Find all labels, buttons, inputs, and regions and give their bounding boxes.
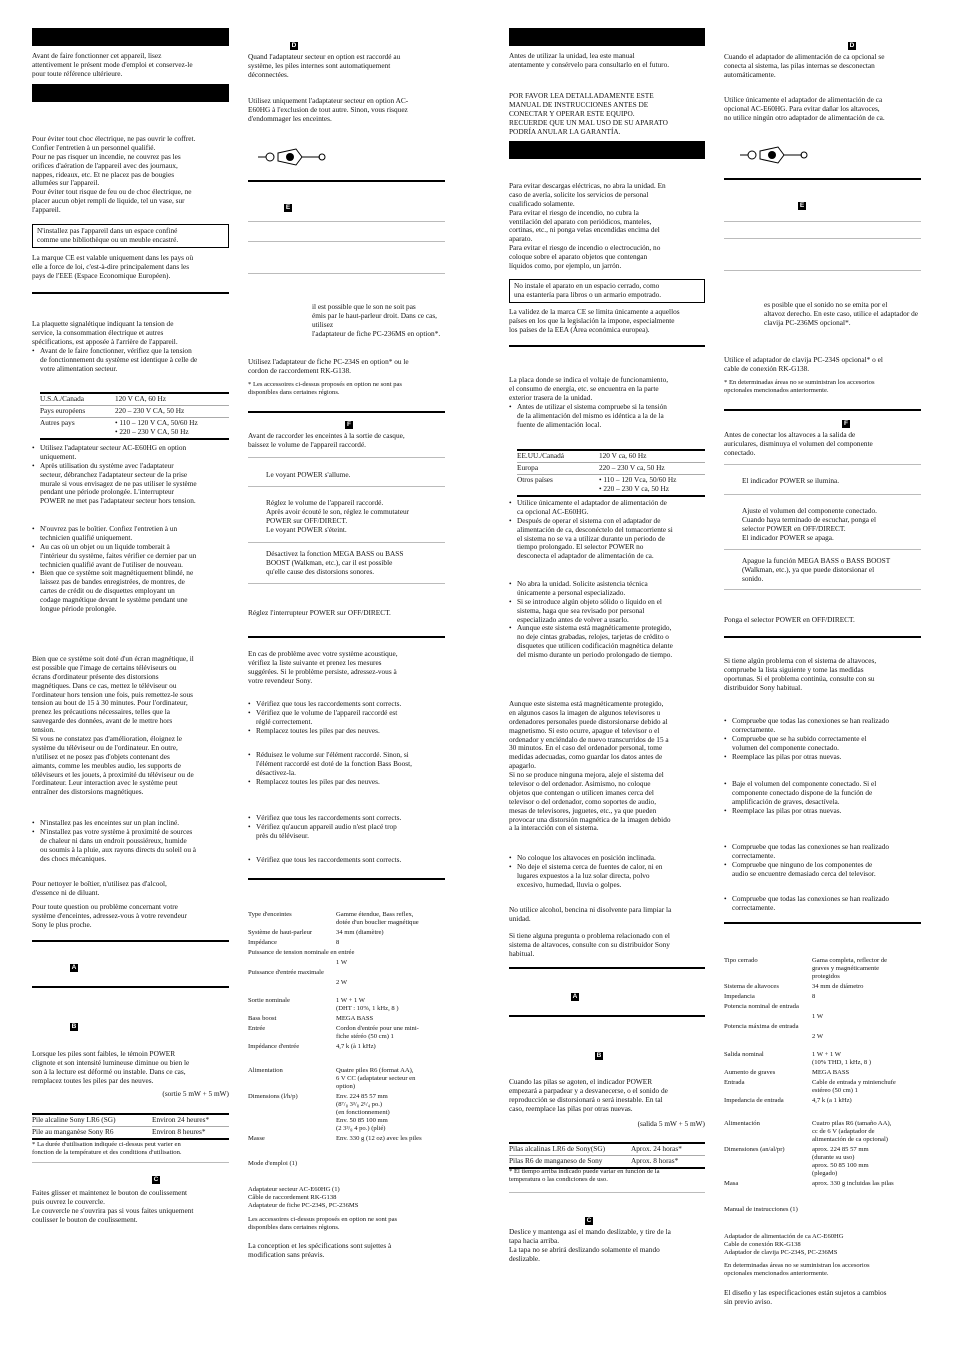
list-item: • Vérifiez qu'aucun appareil audio n'est placé trop près du téléviseur. bbox=[256, 823, 445, 841]
table-row bbox=[40, 417, 229, 438]
es-cover-paragraph: Deslice y mantenga así el mando deslizable, y tire de la tapa hacia arriba. La tapa no se abrirá deslizando solamente el mando deslizable. bbox=[509, 1227, 671, 1263]
fig-f-label: F bbox=[345, 421, 353, 429]
table-cell: 120 V ca, 60 Hz bbox=[599, 450, 705, 462]
es-safety-list bbox=[509, 580, 705, 660]
fr-plug-note: * Les accessoires ci-dessus proposés en option ne sont pas disponibles dans certaines régions. bbox=[248, 381, 403, 397]
fr-install-list bbox=[32, 819, 229, 863]
fr-plate-list bbox=[32, 347, 229, 374]
fr-column-right bbox=[248, 0, 445, 1350]
fig-c-label: C bbox=[153, 1176, 159, 1183]
table-cell: Pile alcaline Sony LR6 (SG) bbox=[32, 1114, 152, 1126]
table-row bbox=[724, 1096, 921, 1106]
spec-label: Aumento de graves bbox=[724, 1069, 776, 1077]
spec-value: Gamme étendue, Bass reflex, dotée d'un bouclier magnétique bbox=[336, 911, 419, 927]
list-item: • Bien que ce système soit magnétiquement blindé, ne laissez pas de bandes enregistrées, de montres, de cartes de crédit ou de disquettes employant un codage magnétique devant le système pendant une longue période prolongée. bbox=[40, 569, 229, 613]
fig-a-label-es: A bbox=[572, 993, 578, 1000]
es-rule-specifications bbox=[724, 922, 921, 924]
es-plate-list bbox=[509, 403, 705, 430]
es-rule-operation bbox=[724, 409, 921, 411]
es-plug-note: * En determinadas áreas no se suministran los accesorios opcionales mencionados anteriormente. bbox=[724, 379, 875, 395]
table-row bbox=[724, 956, 921, 982]
table-cell: EE.UU./Canadá bbox=[517, 450, 599, 462]
es-plug-adapter: Utilice el adaptador de clavija PC-234S opcional* o el cable de conexión RK-G138. bbox=[724, 355, 883, 373]
es-voltage-table bbox=[517, 449, 705, 497]
spec-label: Entrada bbox=[724, 1079, 745, 1087]
list-item: • Baje el volumen del componente conectado. Si el componente conectado dispone de la función de amplificación de graves, desactívela. bbox=[732, 780, 921, 807]
es-power-off: Ponga el selector POWER en OFF/DIRECT. bbox=[724, 615, 855, 624]
spec-value: Env. 224 85 57 mm (8⁷/₈ 3³/₈ 2¹/₄ po.) (en fonctionnement) Env. 50 85 100 mm (2 3³/₈ 4 po.) (plié) bbox=[336, 1093, 390, 1133]
table-row bbox=[724, 1145, 921, 1179]
es-divider-6 bbox=[724, 549, 921, 550]
spec-value: 1 W + 1 W (DHT : 10%, 1 kHz, 8 ) bbox=[336, 997, 399, 1013]
es-trouble-intro: Si tiene algún problema con el sistema de altavoces, compruebe la lista siguiente y tome las medidas oportunas. Si el problema continúa, consulte con su distribuidor Sony habitual. bbox=[724, 656, 877, 692]
list-item: • Remplacez toutes les piles par des neuves. bbox=[256, 727, 445, 736]
spec-value: Env. 330 g (12 oz) avec les piles bbox=[336, 1135, 422, 1143]
spec-label: Potencia máxima de entrada bbox=[724, 1023, 799, 1031]
list-item: • Compruebe que se ha subido correctamente el volumen del componente conectado. bbox=[732, 735, 921, 753]
spec-label: Alimentación bbox=[724, 1120, 760, 1127]
es-battery-paragraph: Cuando las pilas se agoten, el indicador POWER empezará a parpadear y a desvanecerse, o el sonido de reproducción se distorsionará o será inestable. En tal caso, reemplace las pilas por otras nuevas. bbox=[509, 1077, 668, 1113]
list-item: • Utilice únicamente el adaptador de alimentación de ca opcional AC-E60HG. bbox=[517, 499, 705, 517]
list-item: • Utilisez l'adaptateur secteur AC-E60HG en option uniquement. bbox=[40, 444, 229, 462]
es-spec-speaker bbox=[724, 956, 921, 1042]
list-item: • N'installez pas votre système à proximité de sources de chaleur ni dans un endroit poussiéreux, humide ou soumis à la pluie, aux rayons directs du soleil ou à des chocs mécaniques. bbox=[40, 828, 229, 864]
fr-warning-bar bbox=[32, 84, 229, 102]
fig-a-label: A bbox=[71, 964, 77, 971]
es-rule-battery-life bbox=[509, 1015, 705, 1017]
spec-value: MEGA BASS bbox=[336, 1015, 374, 1023]
list-item: • Avant de le faire fonctionner, vérifiez que la tension de fonctionnement du système est identique à celle de votre alimentation secteur. bbox=[40, 347, 229, 374]
fr-battery-table-wrap bbox=[32, 1113, 229, 1140]
fr-title-bar bbox=[32, 28, 229, 46]
fr-trouble-intro: En cas de problème avec votre système acoustique, vérifiez la liste suivante et prenez les mesures suggérées. Si le problème persiste, adressez-vous à votre revendeur Sony. bbox=[248, 649, 398, 685]
table-row bbox=[248, 996, 445, 1014]
spec-value: 8 bbox=[336, 939, 340, 947]
table-row bbox=[724, 992, 921, 1002]
es-column-right bbox=[724, 0, 921, 1350]
fr-before-connect: Avant de raccorder les enceintes à la sortie de casque, baissez le volume de l'appareil raccordé. bbox=[248, 431, 405, 449]
spec-value: Cordon d'entrée pour une mini- fiche stéréo (50 cm) 1 bbox=[336, 1025, 419, 1041]
list-item: • N'installez pas les enceintes sur un plan incliné. bbox=[40, 819, 229, 828]
list-item: • Réduisez le volume sur l'élément raccordé. Sinon, si l'élément raccordé est doté de la fonction Bass Boost, désactivez-la. bbox=[256, 751, 445, 778]
fr-column-left bbox=[32, 0, 229, 1350]
table-row bbox=[248, 958, 445, 968]
fr-questions: Pour toute question ou problème concernant votre système d'enceintes, adressez-vous à votre revendeur Sony le plus proche. bbox=[32, 902, 187, 929]
list-item: • Después de operar el sistema con el adaptador de alimentación de ca, desconéctelo del tomacorriente si el sistema no se va a utilizar durante un periodo de tiempo prolongado. El selector POWER no desconecta el adaptador de alimentación de ca. bbox=[517, 517, 705, 561]
table-row bbox=[724, 1022, 921, 1032]
spec-value: 1 W bbox=[336, 959, 348, 967]
es-trouble-list-1 bbox=[724, 717, 921, 761]
spec-value: 4,7 k (à 1 kHz) bbox=[336, 1043, 376, 1051]
fig-e-label: E bbox=[285, 204, 291, 211]
fr-spec-speaker-table bbox=[248, 910, 445, 988]
table-cell: U.S.A./Canada bbox=[40, 393, 115, 405]
table-row bbox=[40, 393, 229, 405]
es-step-megabass: Apague la función MEGA BASS o BASS BOOST (Walkman, etc.), ya que puede distorsionar el sonido. bbox=[742, 556, 891, 583]
table-row bbox=[248, 1042, 445, 1052]
fr-cover-paragraph: Faites glisser et maintenez le bouton de coulissement puis ouvrez le couvercle. Le couvercle ne s'ouvrira pas si vous faites uniquement coulisser le bouton de coulissement. bbox=[32, 1188, 194, 1224]
list-item: • Après utilisation du système avec l'adaptateur secteur, débranchez l'adaptateur secteur de la prise murale si vous envisagez de ne pas utiliser le système pendant une période prolongée. L'interrupteur POWER ne met pas l'adaptateur secteur hors tension. bbox=[40, 462, 229, 506]
spec-value: 8 bbox=[812, 993, 816, 1001]
table-row bbox=[724, 1068, 921, 1078]
es-trouble-list-4 bbox=[724, 895, 921, 913]
fr-intro: Avant de faire fonctionner cet appareil, lisez attentivement le présent mode d'emploi et conservez-le pour toute référence ultérieure. bbox=[32, 51, 193, 78]
spec-label: Salida nominal bbox=[724, 1051, 764, 1058]
fr-safety-list bbox=[32, 525, 229, 614]
table-cell: Environ 24 heures* bbox=[152, 1114, 229, 1126]
es-adapter-connected: Cuando el adaptador de alimentación de ca opcional se conecta al sistema, las pilas internas se desconectan automáticamente. bbox=[724, 52, 885, 79]
fig-b-label-es: B bbox=[596, 1052, 602, 1059]
table-cell: 220 – 230 V CA, 50 Hz bbox=[115, 405, 229, 417]
fr-nameplate: La plaquette signalétique indiquant la tension de service, la consommation électrique et autres spécifications, est apposée à l'arrière de l'appareil. bbox=[32, 319, 178, 346]
fr-supplied: Mode d'emploi (1) bbox=[248, 1160, 298, 1167]
table-row bbox=[248, 1066, 445, 1092]
table-cell: Autres pays bbox=[40, 417, 115, 438]
fr-optional-note: Les accessoires ci-dessus proposés en option ne sont pas disponibles dans certaines régions. bbox=[248, 1216, 398, 1232]
fr-battery-table bbox=[32, 1113, 229, 1140]
es-cleaning: No utilice alcohol, bencina ni disolvente para limpiar la unidad. bbox=[509, 905, 672, 923]
table-cell: Pilas alcalinas LR6 de Sony(SG) bbox=[509, 1143, 631, 1155]
fr-step-volume: Réglez le volume de l'appareil raccordé. Après avoir écouté le son, réglez le commutateur POWER sur OFF/DIRECT. Le voyant POWER s'éteint. bbox=[266, 498, 410, 534]
table-cell: • 110 – 120 Vca, 50/60 Hz • 220 – 230 V ca, 50 Hz bbox=[599, 474, 705, 495]
es-divider-3 bbox=[724, 270, 921, 271]
spec-label: Impédance bbox=[248, 939, 277, 947]
spec-value: Gama completa, reflector de graves y magnéticamente protegidos bbox=[812, 957, 888, 981]
spec-label: Entrée bbox=[248, 1025, 266, 1033]
spec-label: Système de haut-parleur bbox=[248, 929, 313, 937]
fr-trouble-list-1 bbox=[248, 700, 445, 736]
es-adapter-only: Utilice únicamente el adaptador de alimentación de ca opcional AC-E60HG. Para evitar dañar los altavoces, no utilice ningún otro adaptador de alimentación de ca. bbox=[724, 95, 885, 122]
es-divider-5 bbox=[724, 494, 921, 495]
fr-step-power: Le voyant POWER s'allume. bbox=[266, 470, 351, 479]
fr-trouble-list-4 bbox=[248, 856, 445, 865]
spec-label: Masse bbox=[248, 1135, 265, 1143]
spec-label: Bass boost bbox=[248, 1015, 277, 1023]
table-cell: Pilas R6 de manganeso de Sony bbox=[509, 1155, 631, 1167]
spec-label: Type d'enceintes bbox=[248, 911, 292, 918]
table-row bbox=[248, 1014, 445, 1024]
es-divider-1 bbox=[724, 221, 921, 222]
table-row bbox=[248, 1092, 445, 1134]
fig-e-label-es: E bbox=[799, 202, 805, 209]
spec-label: Impedancia de entrada bbox=[724, 1097, 784, 1105]
es-trouble-list-3 bbox=[724, 843, 921, 879]
fr-adapter-list bbox=[32, 444, 229, 506]
list-item: • Vérifiez que tous les raccordements sont corrects. bbox=[256, 700, 445, 709]
fr-rule-batteries bbox=[32, 940, 229, 942]
es-step-volume: Ajuste el volumen del componente conectado. Cuando haya terminado de escuchar, ponga el selector POWER en OFF/DIRECT. El indicador POWER se apaga. bbox=[742, 506, 877, 542]
list-item: • No coloque los altavoces en posición inclinada. bbox=[517, 854, 705, 863]
es-spec-amp-table bbox=[724, 1050, 921, 1106]
table-row bbox=[724, 1179, 921, 1189]
spec-value: 2 W bbox=[336, 979, 348, 987]
table-row bbox=[248, 968, 445, 978]
spec-value: aprox. 330 g incluidas las pilas bbox=[812, 1180, 894, 1188]
es-optional: Adaptador de alimentación de ca AC-E60HG Cable de conexión RK-G138 Adaptador de clavija PC-234S, PC-236MS bbox=[724, 1233, 844, 1257]
list-item: • Vérifiez que tous les raccordements sont corrects. bbox=[256, 814, 445, 823]
es-ce-mark: La validez de la marca CE se limita únicamente a aquellos países en los que la legislación la impone, especialmente los países de la EEA (Área económica europea). bbox=[509, 307, 680, 334]
es-rule-batteries bbox=[509, 967, 705, 969]
spec-label: Impédance d'entrée bbox=[248, 1043, 300, 1051]
es-design-note: El diseño y las especificaciones están sujetos a cambios sin previo aviso. bbox=[724, 1288, 887, 1306]
fr-spec-general-table bbox=[248, 1066, 445, 1144]
list-item: • Remplacez toutes les piles par des neuves. bbox=[256, 778, 445, 787]
polarity-plug-icon bbox=[256, 143, 326, 171]
spec-label: Sistema de altavoces bbox=[724, 983, 779, 991]
es-install-list bbox=[509, 854, 705, 890]
list-item: • Vérifiez que le volume de l'appareil raccordé est réglé correctement. bbox=[256, 709, 445, 727]
fr-optional: Adaptateur secteur AC-E60HG (1) Câble de raccordement RK-G138 Adaptateur de fiche PC-234S, PC-236MS bbox=[248, 1186, 359, 1210]
list-item: • Reemplace las pilas por otras nuevas. bbox=[732, 753, 921, 762]
es-supplied: Manual de instrucciones (1) bbox=[724, 1206, 798, 1213]
fr-divider-7 bbox=[248, 583, 445, 584]
table-row bbox=[724, 1002, 921, 1012]
spec-label: Dimensions (l/h/p) bbox=[248, 1093, 298, 1101]
table-cell: Otros países bbox=[517, 474, 599, 495]
es-divider-4 bbox=[724, 464, 921, 465]
es-battery-condition: (salida 5 mW + 5 mW) bbox=[637, 1119, 705, 1128]
list-item: • Au cas où un objet ou un liquide tomberait à l'intérieur du système, faites vérifier ce dernier par un technicien qualifié avant de l'utiliser de nouveau. bbox=[40, 543, 229, 570]
es-warning-bar bbox=[509, 141, 705, 159]
table-cell: Pays européens bbox=[40, 405, 115, 417]
spec-value: 34 mm (diamètre) bbox=[336, 929, 384, 937]
fr-rule-cover bbox=[32, 1162, 229, 1163]
es-rule-troubleshooting bbox=[724, 636, 921, 638]
fig-c-label-es: C bbox=[586, 1217, 592, 1224]
table-row bbox=[248, 1134, 445, 1144]
spec-value: 1 W + 1 W (10% THD, 1 kHz, 8 ) bbox=[812, 1051, 872, 1067]
table-row bbox=[724, 1119, 921, 1145]
spec-value: MEGA BASS bbox=[812, 1069, 850, 1077]
fr-spec-amp bbox=[248, 996, 445, 1052]
fr-tv-paragraph: Bien que ce système soit doté d'un écran magnétique, il est possible que l'image de certains téléviseurs ou écrans d'ordinateur présente des distorsions magnétiques. Dans ce cas, mettez le téléviseur ou l'ordinateur hors tension une fois, puis remettez-le sous tension au bout de 15 à 30 minutes. Pour l'ordinateur, prenez les précautions nécessaires, telles que la sauvegarde des données, avant de le mettre hors tension. Si vous ne constatez pas d'amélioration, éloignez le système du téléviseur ou de l'ordinateur. En outre, n'utilisez et ne posez pas d'objets contenant des aimants, comme les meubles audio, les supports de téléviseurs et les jouets, à proximité du téléviseur ou de l'ordinateur. Leur interaction avec le système peut entraîner des distorsions magnétiques. bbox=[32, 654, 194, 797]
es-battery-table bbox=[509, 1142, 705, 1169]
es-step-power: El indicador POWER se ilumina. bbox=[742, 476, 840, 485]
table-cell: Pile au manganèse Sony R6 bbox=[32, 1126, 152, 1138]
list-item: • Aunque este sistema está magnéticamente protegido, no deje cintas grabadas, relojes, tarjetas de crédito o disquetes que utilicen codificación magnética delante del mismo durante un periodo prolongado de tiempo. bbox=[517, 624, 705, 660]
fr-voltage-table-wrap bbox=[40, 392, 229, 440]
list-item: • Vérifiez que tous les raccordements sont corrects. bbox=[256, 856, 445, 865]
es-rule-precautions bbox=[509, 345, 705, 347]
fr-rule-operation bbox=[248, 411, 445, 413]
table-row bbox=[509, 1143, 705, 1155]
table-row bbox=[32, 1114, 229, 1126]
fr-design-note: La conception et les spécifications sont sujettes à modification sans préavis. bbox=[248, 1241, 392, 1259]
es-no-sound: es posible que el sonido no se emita por el altavoz derecho. En este caso, utilice el adaptador de clavija PC-236MS opcional*. bbox=[764, 300, 918, 327]
list-item: • Compruebe que ninguno de los componentes de audio se encuentre demasiado cerca del televisor. bbox=[732, 861, 921, 879]
fr-adapter-connected: Quand l'adaptateur secteur en option est raccordé au système, les piles internes sont automatiquement déconnectées. bbox=[248, 52, 401, 79]
spec-label: Potencia nominal de entrada bbox=[724, 1003, 799, 1011]
fr-step-megabass: Désactivez la fonction MEGA BASS ou BASS BOOST (Walkman, etc.), car il est possible qu'elle cause des distorsions sonores. bbox=[266, 549, 404, 576]
table-cell: Europa bbox=[517, 462, 599, 474]
es-battery-table-wrap bbox=[509, 1142, 705, 1169]
table-row bbox=[517, 474, 705, 495]
es-voltage-table-wrap bbox=[517, 449, 705, 497]
table-row bbox=[517, 450, 705, 462]
table-row bbox=[40, 405, 229, 417]
table-row bbox=[724, 982, 921, 992]
es-spec-speaker-table bbox=[724, 956, 921, 1042]
fr-battery-note: * La durée d'utilisation indiquée ci-dessus peut varier en fonction de la température et des conditions d'utilisation. bbox=[32, 1141, 182, 1157]
fr-divider-6 bbox=[248, 542, 445, 543]
polarity-plug-icon-es bbox=[738, 141, 808, 169]
spec-label: Alimentation bbox=[248, 1067, 283, 1074]
fig-d-label-es: D bbox=[849, 42, 855, 49]
fr-divider-5 bbox=[248, 486, 445, 487]
es-rule-connections bbox=[724, 178, 921, 180]
fr-divider-1 bbox=[248, 221, 445, 222]
fig-f-label-es: F bbox=[842, 420, 850, 428]
spec-value: Cuatro pilas R6 (tamaño AA), cc de 6 V (adaptador de alimentación de ca opcional) bbox=[812, 1120, 892, 1144]
list-item: • Compruebe que todas las conexiones se han realizado correctamente. bbox=[732, 717, 921, 735]
list-item: • No abra la unidad. Solicite asistencia técnica únicamente a personal especializado. bbox=[517, 580, 705, 598]
es-before-connect: Antes de conectar los altavoces a la salida de auriculares, disminuya el volumen del componente conectado. bbox=[724, 430, 873, 457]
table-row bbox=[517, 462, 705, 474]
fr-no-sound: il est possible que le son ne soit pas émis par le haut-parleur droit. Dans ce cas, utilisez l'adaptateur de fiche PC-236MS en option*. bbox=[312, 302, 441, 338]
es-caps-warning: POR FAVOR LEA DETALLADAMENTE ESTE MANUAL DE INSTRUCCIONES ANTES DE CONECTAR Y OPERAR ESTE EQUIPO. RECUERDE QUE UN MAL USO DE SU APARATO PODRÍA ANULAR LA GARANTÍA. bbox=[509, 91, 668, 136]
table-cell: Environ 8 heures* bbox=[152, 1126, 229, 1138]
fig-b-label: B bbox=[71, 1023, 77, 1030]
es-warning-box: No instale el aparato en un espacio cerrado, como una estantería para libros o un armario empotrado. bbox=[509, 279, 705, 303]
fr-rule-connections bbox=[248, 180, 445, 182]
table-row bbox=[248, 948, 445, 958]
spec-label: Masa bbox=[724, 1180, 739, 1188]
table-row bbox=[248, 1024, 445, 1042]
fig-d-label: D bbox=[291, 42, 297, 49]
spec-value: aprox. 224 85 57 mm (durante su uso) aprox. 50 85 100 mm (plegado) bbox=[812, 1146, 869, 1178]
es-divider-7 bbox=[724, 589, 921, 590]
es-nameplate: La placa donde se indica el voltaje de funcionamiento, el consumo de energía, etc. se encuentra en la parte exterior trasera de la unidad. bbox=[509, 375, 669, 402]
fr-plug-adapter: Utilisez l'adaptateur de fiche PC-234S en option* ou le cordon de raccordement RK-G138. bbox=[248, 357, 409, 375]
table-cell: Aprox. 8 horas* bbox=[631, 1155, 705, 1167]
fr-cleaning: Pour nettoyer le boîtier, n'utilisez pas d'alcool, d'essence ni de diluant. bbox=[32, 879, 167, 897]
table-row bbox=[724, 1032, 921, 1042]
list-item: • Compruebe que todas las conexiones se han realizado correctamente. bbox=[732, 843, 921, 861]
spec-value: Cable de entrada y minienchufe estéreo (50 cm) 1 bbox=[812, 1079, 896, 1095]
fr-rule-battery-life bbox=[32, 986, 229, 988]
fr-warning-text: Pour éviter tout choc électrique, ne pas ouvrir le coffret. Confier l'entretien à un personnel qualifié. Pour ne pas risquer un incendie, ne couvrez pas les orifices d'aération de l'appareil avec des journaux, nappes, rideaux, etc. Et ne placez pas de bougies allumées sur l'appareil. Pour éviter tout risque de feu ou de choc électrique, ne placer aucun objet rempli de liquide, tel un vase, sur l'appareil. bbox=[32, 134, 196, 215]
table-row bbox=[509, 1155, 705, 1167]
spec-value: 34 mm de diámetro bbox=[812, 983, 864, 991]
es-spec-general-table bbox=[724, 1119, 921, 1189]
spec-label: Dimensiones (an/al/pr) bbox=[724, 1146, 785, 1154]
list-item: • Antes de utilizar el sistema compruebe si la tensión de la alimentación del mismo es idéntica a la de la fuente de alimentación local. bbox=[517, 403, 705, 430]
list-item: • Si se introduce algún objeto sólido o líquido en el sistema, haga que sea revisado por personal especializado antes de volver a usarlo. bbox=[517, 598, 705, 625]
fr-rule-precautions bbox=[32, 292, 229, 294]
table-row bbox=[248, 938, 445, 948]
list-item: • Compruebe que todas las conexiones se han realizado correctamente. bbox=[732, 895, 921, 913]
fr-spec-general bbox=[248, 1066, 445, 1144]
table-cell: 220 – 230 V ca, 50 Hz bbox=[599, 462, 705, 474]
es-spec-amp bbox=[724, 1050, 921, 1106]
table-cell: • 110 – 120 V CA, 50/60 Hz • 220 – 230 V CA, 50 Hz bbox=[115, 417, 229, 438]
es-spec-general bbox=[724, 1119, 921, 1189]
table-cell: 120 V CA, 60 Hz bbox=[115, 393, 229, 405]
fr-warning-box: N'installez pas l'appareil dans un espace confiné comme une bibliothèque ou un meuble encastré. bbox=[32, 224, 229, 248]
fr-ce-mark: La marque CE est valable uniquement dans les pays où elle a force de loi, c'est-à-dire principalement dans les pays de l'EEE (Espace Economique Européen). bbox=[32, 253, 194, 280]
spec-label: Sortie nominale bbox=[248, 997, 290, 1004]
table-cell: Aprox. 24 horas* bbox=[631, 1143, 705, 1155]
fr-trouble-list-2 bbox=[248, 751, 445, 787]
es-trouble-list-2 bbox=[724, 780, 921, 816]
es-intro: Antes de utilizar la unidad, lea este manual atentamente y consérvelo para consultarlo en el futuro. bbox=[509, 51, 670, 69]
fr-rule-specifications bbox=[248, 878, 445, 880]
es-title-bar bbox=[509, 28, 705, 46]
es-rule-cover bbox=[509, 1192, 705, 1193]
fr-divider-3 bbox=[248, 273, 445, 274]
fr-power-off: Réglez l'interrupteur POWER sur OFF/DIRECT. bbox=[248, 608, 391, 617]
spec-value: 4,7 k (a 1 kHz) bbox=[812, 1097, 852, 1105]
spec-value: 2 W bbox=[812, 1033, 824, 1041]
table-row bbox=[248, 910, 445, 928]
fr-spec-speaker bbox=[248, 910, 445, 988]
fr-divider-4 bbox=[248, 457, 445, 458]
list-item: • N'ouvrez pas le boîtier. Confiez l'entretien à un technicien qualifié uniquement. bbox=[40, 525, 229, 543]
es-battery-note: * El tiempo arriba indicado puede variar en función de la temperatura o las condiciones de uso. bbox=[509, 1168, 660, 1184]
fr-battery-condition: (sortie 5 mW + 5 mW) bbox=[162, 1089, 229, 1098]
list-item: • Reemplace las pilas por otras nuevas. bbox=[732, 807, 921, 816]
es-divider-2 bbox=[724, 238, 921, 239]
fr-voltage-table bbox=[40, 392, 229, 440]
table-row bbox=[248, 978, 445, 988]
spec-label: Impedancia bbox=[724, 993, 755, 1001]
table-row bbox=[724, 1078, 921, 1096]
es-adapter-list bbox=[509, 499, 705, 561]
fr-spec-amp-table bbox=[248, 996, 445, 1052]
spec-value: Quatre piles R6 (format AA), 6 V CC (adaptateur secteur en option) bbox=[336, 1067, 416, 1091]
spec-label: Puissance d'entrée maximale bbox=[248, 969, 324, 977]
es-tv-paragraph: Aunque este sistema está magnéticamente protegido, en algunos casos la imagen de algunos televisores u ordenadores personales puede distorsionarse debido al magnetismo. Si esto ocurre, apague el televisor o el ordenador y enciéndalo de nuevo transcurridos de 15 a 30 minutos. En el caso del ordenador personal, tome medidas adecuadas, como guardar los datos antes de apagarlo. Si no se produce ninguna mejora, aleje el sistema del televisor o del ordenador. Asimismo, no coloque objetos que contengan o utilicen imanes cerca del televisor o del ordenador, como soportes de audio, mesas de televisores, juguetes, etc., ya que pueden provocar una distorsión magnética de la imagen debido a la interacción con el sistema. bbox=[509, 699, 671, 833]
spec-label: Puissance de tension nominale en entrée bbox=[248, 949, 355, 957]
fr-trouble-list-3 bbox=[248, 814, 445, 841]
fr-rule-troubleshooting bbox=[248, 636, 445, 638]
fr-battery-paragraph: Lorsque les piles sont faibles, le témoin POWER clignote et son intensité lumineuse diminue ou bien le son à la lecture est déformé ou instable. Dans ce cas, remplacez toutes les piles par des neuves. bbox=[32, 1049, 190, 1085]
es-column-left bbox=[509, 0, 705, 1350]
table-row bbox=[724, 1012, 921, 1022]
es-questions: Si tiene alguna pregunta o problema relacionado con el sistema de altavoces, consulte con su distribuidor Sony habitual. bbox=[509, 931, 670, 958]
es-warning-text: Para evitar descargas eléctricas, no abra la unidad. En caso de avería, solicite los servicios de personal cualificado solamente. Para evitar el riesgo de incendio, no cubra la ventilación del aparato con periódicos, manteles, cortinas, etc., ni ponga velas encendidas encima del aparato. Para evitar el riesgo de incendio o electrocución, no coloque sobre el aparato objetos que contengan líquidos como, por ejemplo, un jarrón. bbox=[509, 181, 666, 271]
table-row bbox=[32, 1126, 229, 1138]
table-row bbox=[724, 1050, 921, 1068]
table-row bbox=[248, 928, 445, 938]
spec-value: 1 W bbox=[812, 1013, 824, 1021]
fr-adapter-only: Utilisez uniquement l'adaptateur secteur en option AC- E60HG à l'exclusion de tout autre. Sinon, vous risquez d'endommager les enceintes. bbox=[248, 96, 409, 123]
es-optional-note: En determinadas áreas no se suministran los accesorios opcionales mencionados anteriormente. bbox=[724, 1262, 870, 1278]
spec-label: Tipo cerrado bbox=[724, 957, 758, 964]
list-item: • No deje el sistema cerca de fuentes de calor, ni en lugares expuestos a la luz solar directa, polvo excesivo, humedad, lluvia o golpes. bbox=[517, 863, 705, 890]
fr-divider-2 bbox=[248, 241, 445, 242]
